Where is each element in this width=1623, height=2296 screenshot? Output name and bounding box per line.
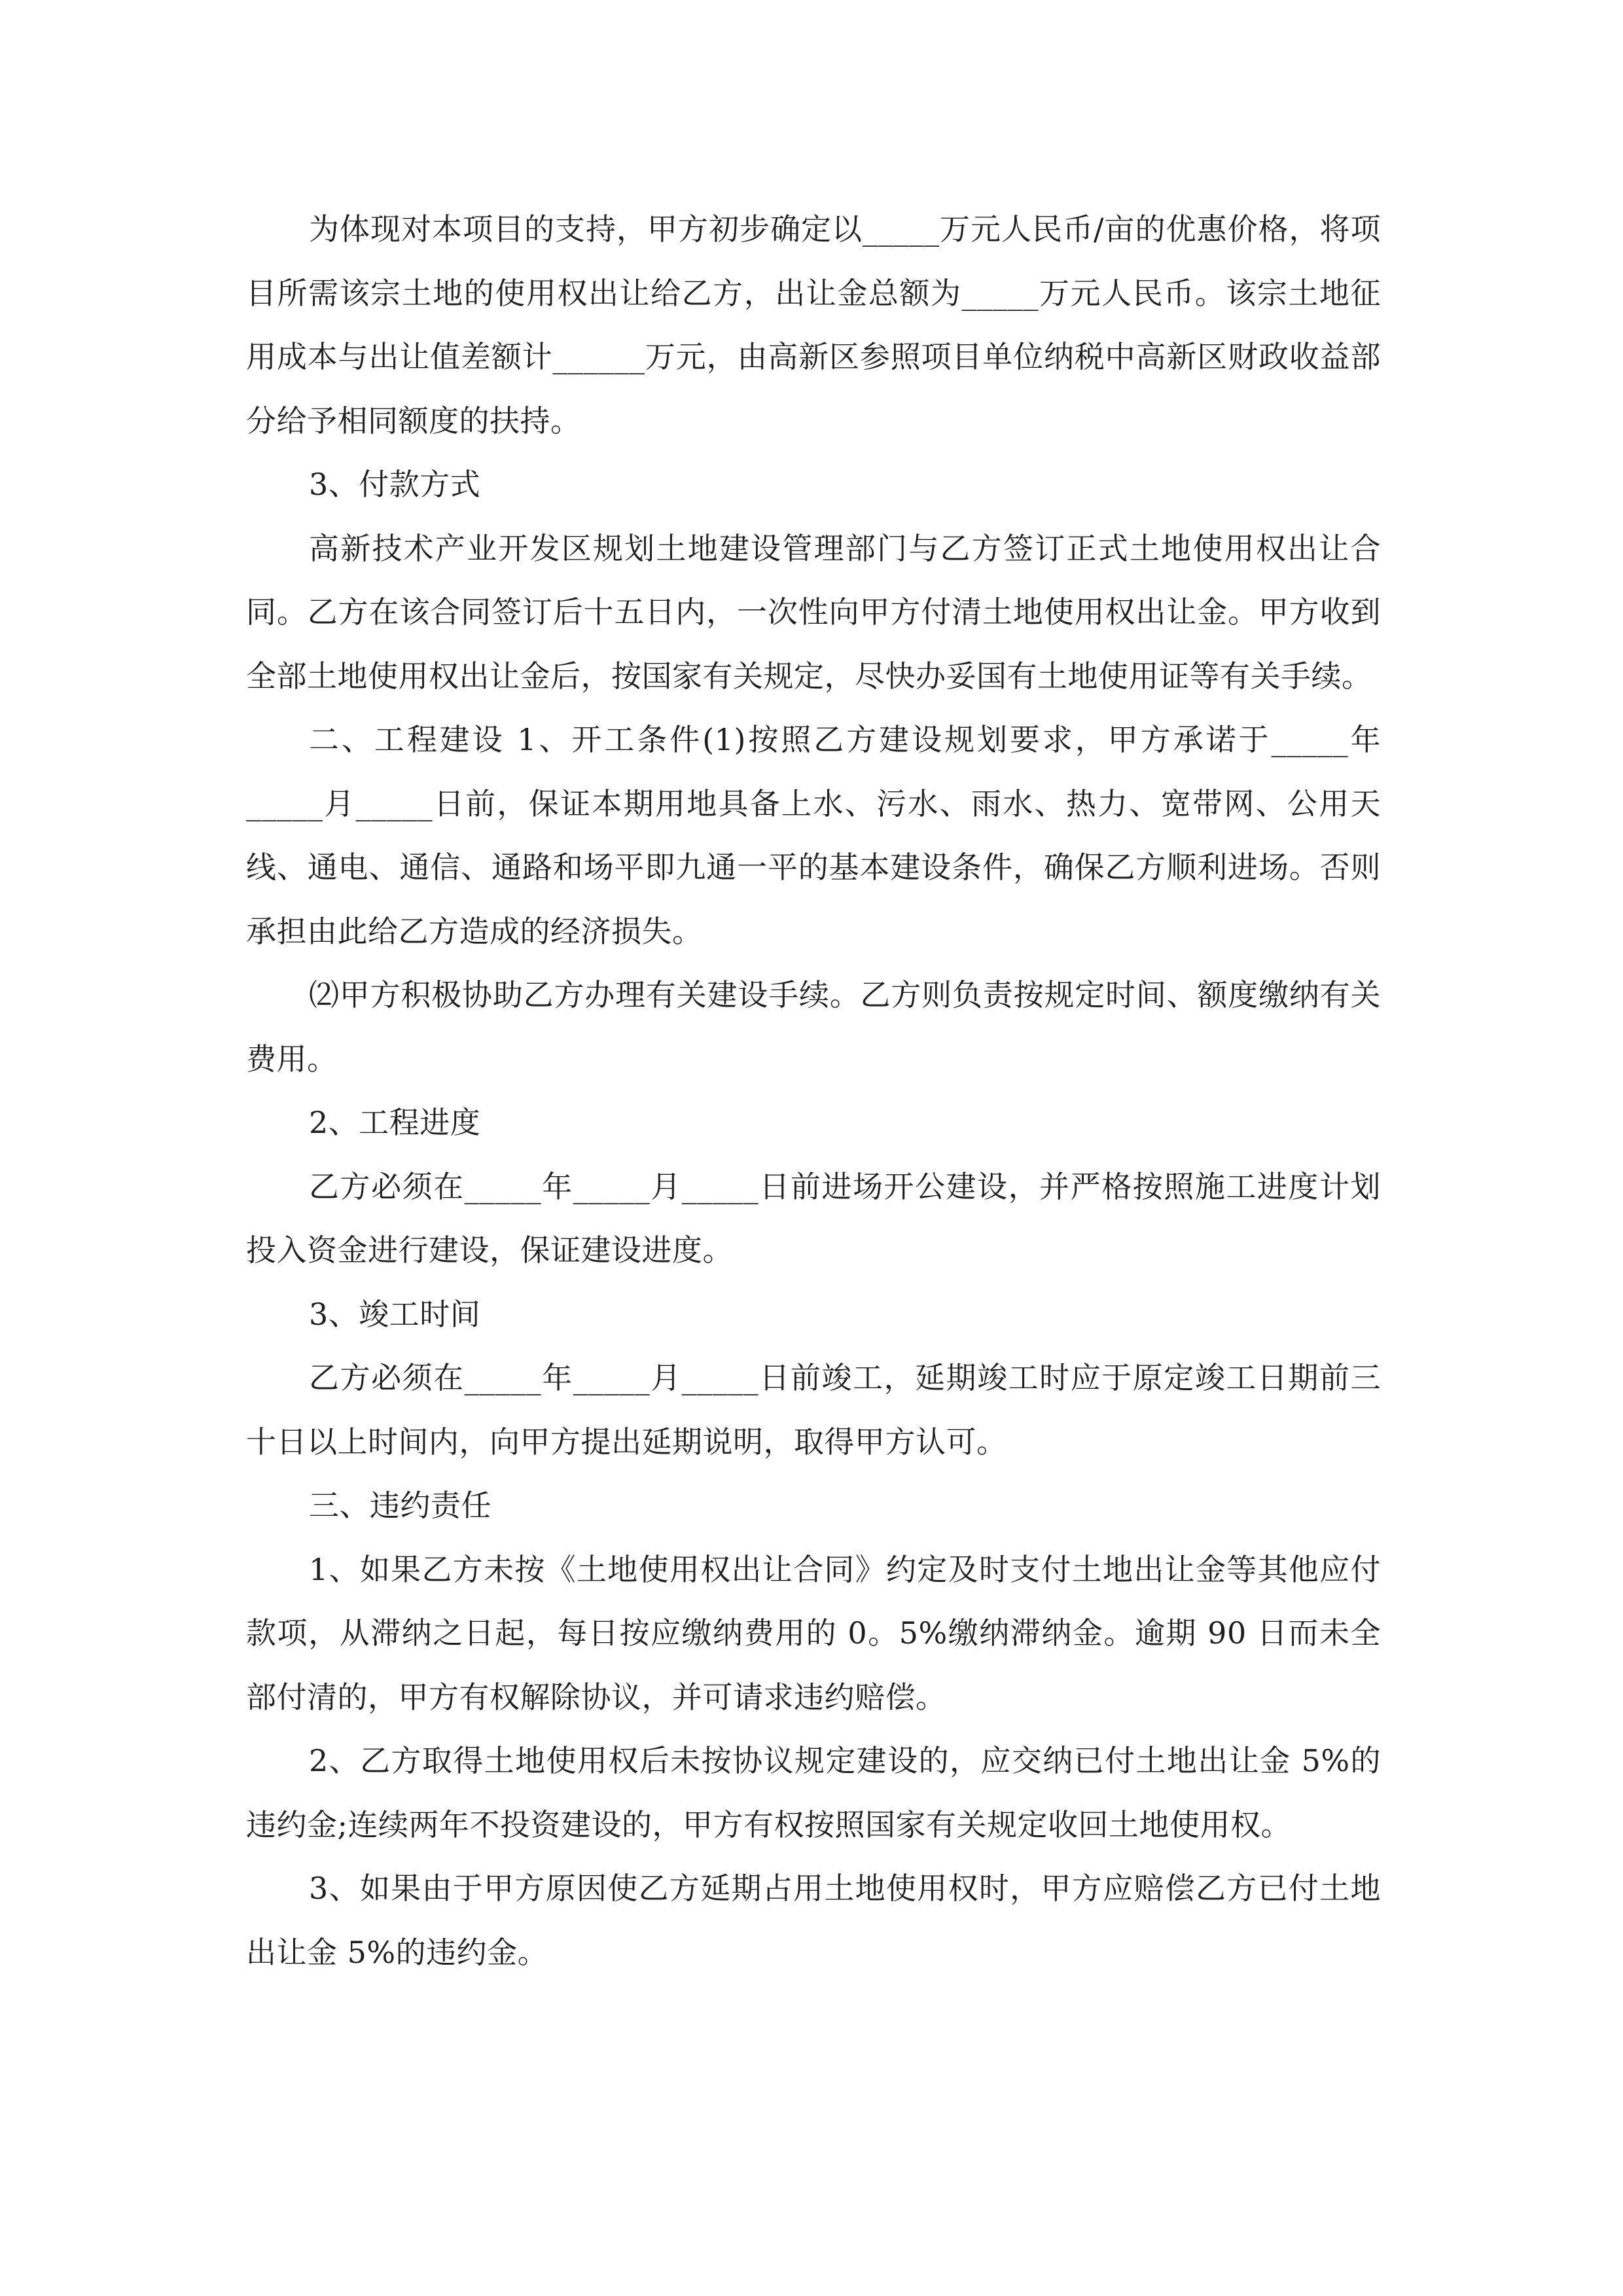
heading-breach-liability: 三、违约责任 xyxy=(309,1488,491,1523)
paragraph-construction-assistance: ⑵甲方积极协助乙方办理有关建设手续。乙方则负责按规定时间、额度缴纳有关费用。 xyxy=(246,977,1381,1077)
paragraph-completion-time: 乙方必须在_____年_____月_____日前竣工，延期竣工时应于原定竣工日期前三十日以上时间内，向甲方提出延期说明，取得甲方认可。 xyxy=(246,1360,1381,1460)
paragraph-payment-terms: 高新技术产业开发区规划土地建设管理部门与乙方签订正式土地使用权出让合同。乙方在该合同签订后十五日内，一次性向甲方付清土地使用权出让金。甲方收到全部土地使用权出让金后，按国家有关规定，尽快办妥国有土地使用证等有关手续。 xyxy=(246,530,1381,694)
paragraph-breach-1: 1、如果乙方未按《土地使用权出让合同》约定及时支付土地出让金等其他应付款项，从滞纳之日起，每日按应缴纳费用的 0。5%缴纳滞纳金。逾期 90 日而未全部付清的，甲方有权解除协议，并可请求违约赔偿。 xyxy=(246,1551,1381,1715)
paragraph-preferential-price: 为体现对本项目的支持，甲方初步确定以_____万元人民币/亩的优惠价格，将项目所需该宗土地的使用权出让给乙方，出让金总额为_____万元人民币。该宗土地征用成本与出让值差额计______万元，由高新区参照项目单位纳税中高新区财政收益部分给予相同额度的扶持。 xyxy=(246,211,1381,439)
document-body xyxy=(246,198,1381,1984)
heading-completion-time: 3、竣工时间 xyxy=(309,1296,481,1332)
paragraph-breach-3: 3、如果由于甲方原因使乙方延期占用土地使用权时，甲方应赔偿乙方已付土地出让金 5%的违约金。 xyxy=(246,1871,1381,1970)
paragraph-construction-progress: 乙方必须在_____年_____月_____日前进场开公建设，并严格按照施工进度计划投入资金进行建设，保证建设进度。 xyxy=(246,1168,1381,1268)
heading-construction-progress: 2、工程进度 xyxy=(309,1105,481,1140)
paragraph-construction-conditions: 二、工程建设 1、开工条件(1)按照乙方建设规划要求，甲方承诺于_____年_____月_____日前，保证本期用地具备上水、污水、雨水、热力、宽带网、公用天线、通电、通信、通路和场平即九通一平的基本建设条件，确保乙方顺利进场。否则承担由此给乙方造成的经济损失。 xyxy=(246,722,1381,949)
heading-payment-method: 3、付款方式 xyxy=(309,467,481,502)
paragraph-breach-2: 2、乙方取得土地使用权后未按协议规定建设的，应交纳已付土地出让金 5%的违约金;连续两年不投资建设的，甲方有权按照国家有关规定收回土地使用权。 xyxy=(246,1743,1381,1842)
